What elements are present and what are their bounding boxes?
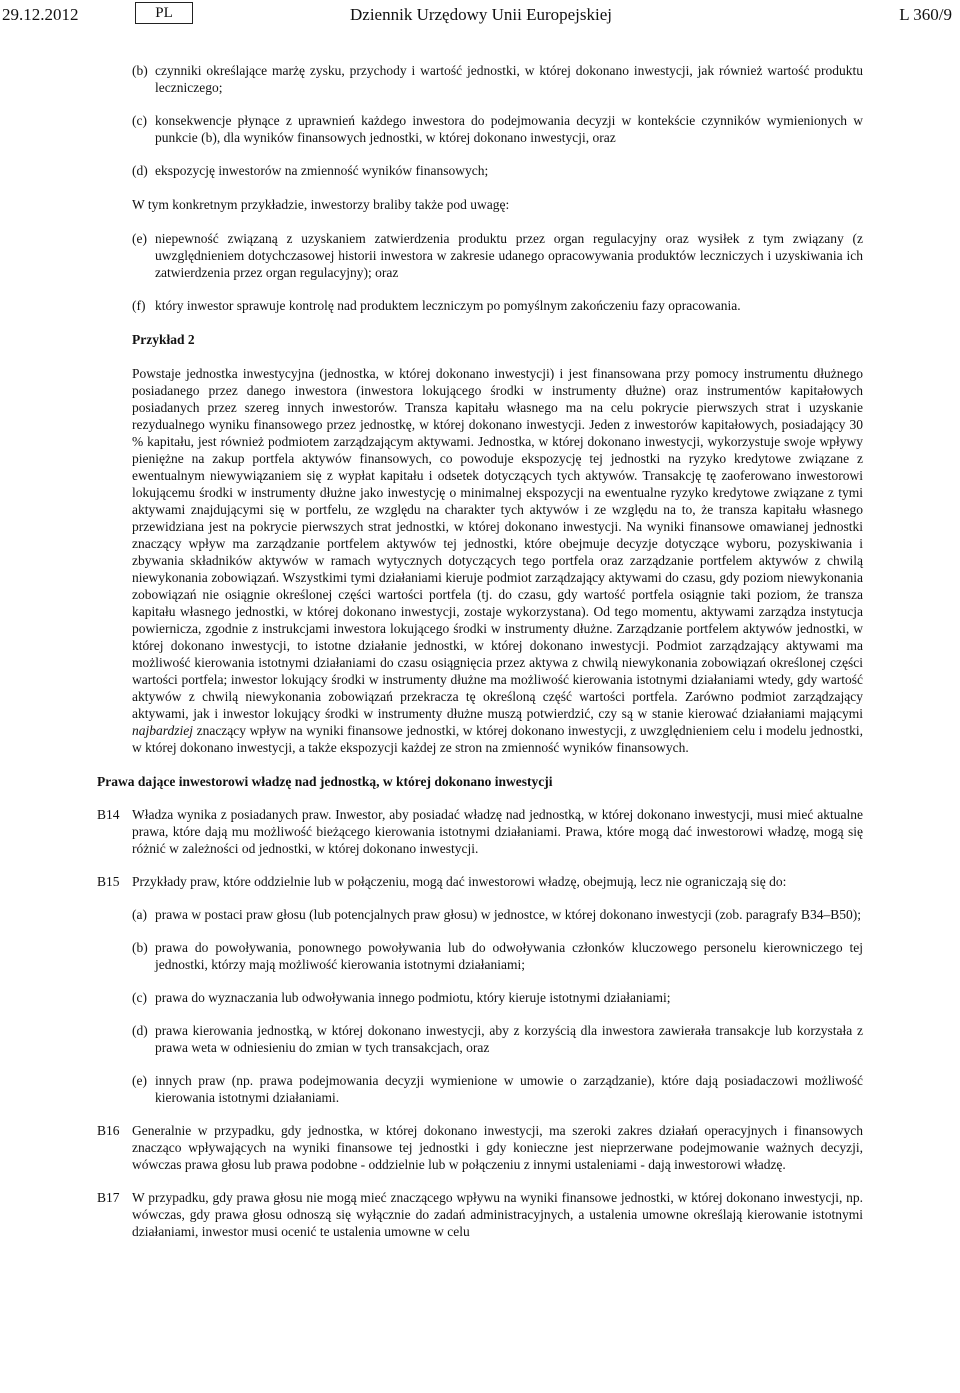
paragraph-text: Władza wynika z posiadanych praw. Inwestor, aby posiadać władzę nad jednostką, w której dokonano inwestycji, musi mieć aktualne prawa, które dają mu możliwość bieżącego kierowania istotnymi działaniami. Prawa, które mogą dać inwestorowi władzę, mogą się różnić w zależności od jednostki, w której dokonano inwestycji. [132,807,863,856]
paragraph-b15 [97,873,863,890]
item-text: prawa do wyznaczania lub odwoływania innego podmiotu, który kieruje istotnymi działaniami; [155,990,671,1005]
list-item [97,162,863,179]
example-text-part-2: znaczący wpływ na wyniki finansowe jednostki, w której dokonano inwestycji, z uwzględnieniem celu i modelu jednostki, w której dokonano inwestycji, a także ekspozycji każdej ze stron na zmienność wyników finansowych. [132,723,863,755]
item-label: (d) [132,163,148,178]
paragraph-b17 [97,1189,863,1240]
list-item [97,906,863,923]
list-item [97,112,863,146]
section-title: Prawa dające inwestorowi władzę nad jednostką, w której dokonano inwestycji [97,774,553,789]
item-label: (b) [132,63,148,78]
list-item [97,230,863,281]
paragraph-text: Przykłady praw, które oddzielnie lub w połączeniu, mogą dać inwestorowi władzę, obejmują, lecz nie ograniczają się do: [132,874,787,889]
paragraph-b14 [97,806,863,857]
item-text: ekspozycję inwestorów na zmienność wyników finansowych; [155,163,489,178]
item-text: niepewność związaną z uzyskaniem zatwierdzenia produktu przez organ regulacyjny oraz wysiłek z tym związany (z uwzględnieniem dotychczasowej historii inwestora w zakresie udanego opracowywania produktów leczniczych i uzyskiwania ich zatwierdzenia przez organ regulacyjny); oraz [155,231,863,280]
item-label: (c) [132,990,147,1005]
list-item [97,1022,863,1056]
language-badge: PL [135,2,193,24]
paragraph-text: W przypadku, gdy prawa głosu nie mogą mieć znaczącego wpływu na wyniki finansowe jednostki, w której dokonano inwestycji, np. wówczas, gdy prawa głosu odnoszą się wyłącznie do zadań administracyjnych, a ustalenia umowne określają kierowanie istotnymi działaniami, inwestor musi ocenić te ustalenia umowne w celu [132,1190,863,1239]
item-text: konsekwencje płynące z uprawnień każdego inwestora do podejmowania decyzji w kontekście czynników wymienionych w punkcie (b), dla wyników finansowych jednostki, w której dokonano inwestycji, oraz [155,113,863,145]
page-reference: L 360/9 [899,5,952,24]
list-item [97,62,863,96]
example-text-part-1: Powstaje jednostka inwestycyjna (jednostka, w której dokonano inwestycji) i jest finansowana przy pomocy instrumentu dłużnego posiadanego przez danego inwestora (inwestora lokującego środki w instrumenty dłużne) oraz instrumentów kapitałowych posiadanych przez szereg innych inwestorów. Transza kapitału własnego ma na celu pokrycie pierwszych strat i uzyskanie rezydualnego wyniku finansowego przez jednostkę, w której dokonano inwestycji. Jeden z inwestorów kapitałowych, posiadający 30 % kapitału, jest również podmiotem zarządzającym aktywami. Jednostka, w której dokonano inwestycji, wykorzystuje swoje wpływy pieniężne na zakup portfela aktywów finansowych, co powoduje ekspozycję tej jednostki na ryzyko kredytowe związane z ewentualnym niewywiązaniem się z wypłat kapitału i odsetek dotyczących tych aktywów. Transakcję tę zaoferowano inwestorowi lokującemu środki w instrumenty dłużne jako inwestycję o minimalnej ekspozycji na ewentualne ryzyko kredytowe związane z tymi aktywami znajdującymi się w portfelu, ze względu na charakter tych aktywów i ze względu na to, że transza kapitału własnego przewidziana jest na pokrycie pierwszych strat jednostki, w której dokonano inwestycji. Na wyniki finansowe omawianej jednostki znaczący wpływ ma zarządzanie portfelem aktywów tej jednostki, które obejmuje decyzje dotyczące wyboru, pozyskiwania i zbywania składników aktywów w ramach wytycznych dotyczących tego portfela oraz zarządzanie portfelem aktywów z chwilą niewykonania zobowiązań. Wszystkimi tymi działaniami kieruje podmiot zarządzający aktywami do czasu, gdy poziom niewykonania zobowiązań nie osiągnie określonej części wartości portfela (tj. do czasu, gdy wartość portfela osiągnie taki poziom, że transza kapitału własnego jednostki, w której dokonano inwestycji, zostaje wykorzystana). Od tego momentu, aktywami zarządza instytucja powiernicza, zgodnie z instrukcjami inwestora lokującego środki w instrumenty dłużne. Zarządzanie portfelem aktywów jednostki, w której dokonano inwestycji, to istotne działanie jednostki, w której dokonano inwestycji. Podmiot zarządzający aktywami ma możliwość kierowania istotnymi działaniami do czasu osiągnięcia przez aktywa z chwilą niewykonania zobowiązań określonej części wartości portfela; inwestor lokujący środki w instrumenty dłużne ma możliwość kierowania istotnymi działaniami wtedy, gdy wartość aktywów z chwilą niewykonania zobowiązań przekracza tę określoną część wartości portfela. Zarówno podmiot zarządzający aktywami, jak i inwestor lokujący środki w instrumenty dłużne muszą potwierdzić, czy są w stanie kierować działaniami mającymi [132,366,863,721]
example-title: Przykład 2 [132,332,195,347]
item-label: (e) [132,1073,147,1088]
item-text: prawa kierowania jednostką, w której dokonano inwestycji, aby z korzyścią dla inwestora zawierała transakcje lub korzystała z prawa weta w odniesieniu do zmian w tych transakcjach, oraz [155,1023,863,1055]
item-label: (a) [132,907,147,922]
list-item [97,939,863,973]
item-label: (d) [132,1023,148,1038]
item-text: który inwestor sprawuje kontrolę nad produktem leczniczym po pomyślnym zakończeniu fazy opracowania. [155,298,741,313]
example-paragraph [97,365,863,756]
example-emphasis: najbardziej [132,723,194,738]
list-item [97,989,863,1006]
document-body [97,62,863,1240]
intro-paragraph: W tym konkretnym przykładzie, inwestorzy braliby także pod uwagę: [132,197,510,212]
paragraph-b16 [97,1122,863,1173]
paragraph-number: B17 [97,1190,120,1205]
item-label: (c) [132,113,147,128]
list-item [97,1072,863,1106]
paragraph-number: B14 [97,807,120,822]
page-header [0,4,960,26]
item-text: innych praw (np. prawa podejmowania decyzji wymienione w umowie o zarządzanie), które dają posiadaczowi możliwość kierowania istotnymi działaniami. [155,1073,863,1105]
item-text: czynniki określające marżę zysku, przychody i wartość jednostki, w której dokonano inwestycji, jak również wartość produktu leczniczego; [155,63,863,95]
paragraph-number: B15 [97,874,120,889]
item-label: (e) [132,231,147,246]
journal-title: Dziennik Urzędowy Unii Europejskiej [350,5,613,24]
item-text: prawa do powoływania, ponownego powoływania lub do odwoływania członków kluczowego personelu kierowniczego tej jednostki, którzy mają możliwość kierowania istotnymi działaniami; [155,940,863,972]
publication-date: 29.12.2012 [2,5,79,24]
list-item [97,297,863,314]
paragraph-number: B16 [97,1123,120,1138]
item-text: prawa w postaci praw głosu (lub potencjalnych praw głosu) w jednostce, w której dokonano inwestycji (zob. paragrafy B34–B50); [155,907,861,922]
item-label: (b) [132,940,148,955]
item-label: (f) [132,298,146,313]
paragraph-text: Generalnie w przypadku, gdy jednostka, w której dokonano inwestycji, ma szeroki zakres działań operacyjnych i finansowych znacząco wpływających na wyniki finansowe tej jednostki i gdy konieczne jest nieprzerwane podejmowanie ważnych decyzji, wówczas prawa głosu lub prawa podobne - oddzielnie lub w połączeniu z innymi ustaleniami - dają inwestorowi władzę. [132,1123,863,1172]
